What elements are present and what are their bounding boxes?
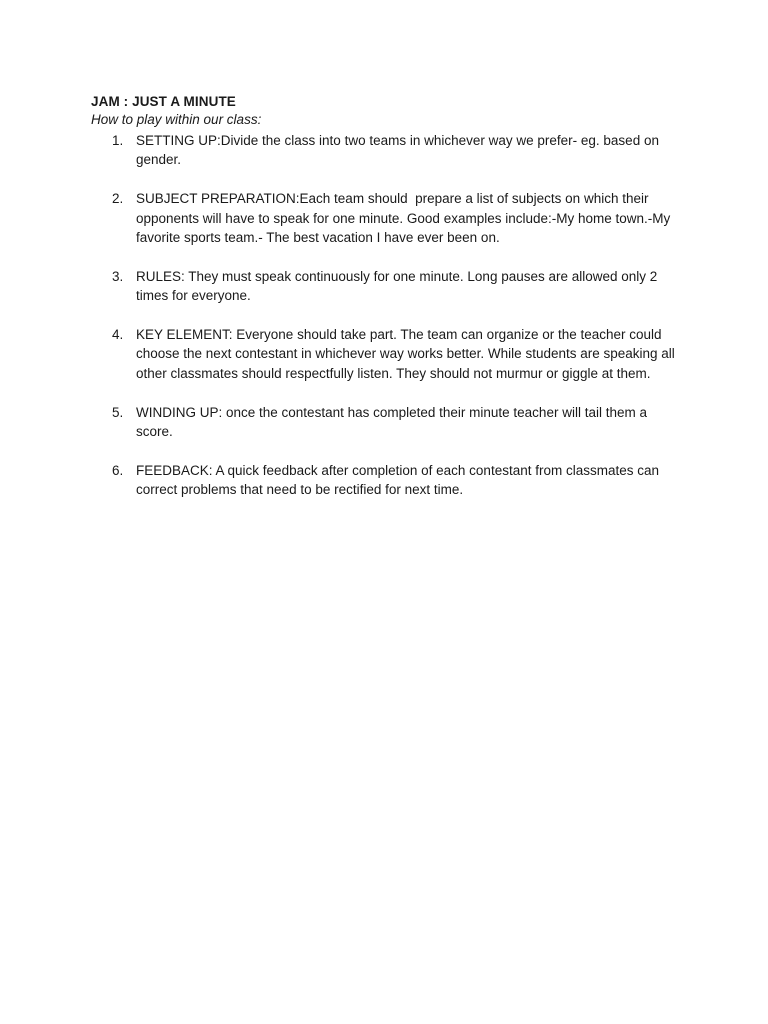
list-item-number: 6. xyxy=(112,462,124,478)
rules-list xyxy=(91,131,681,500)
list-item-number: 2. xyxy=(112,191,124,207)
list-item-number: 4. xyxy=(112,327,124,343)
list-item-text: FEEDBACK: A quick feedback after completion of each contestant from classmates can correct problems that need to be rectified for next time. xyxy=(136,462,663,498)
list-item-text: KEY ELEMENT: Everyone should take part. The team can organize or the teacher could choose the next contestant in whichever way works better. While students are speaking all other classmates should respectfully listen. They should not murmur or giggle at them. xyxy=(136,327,683,381)
document-title: JAM : JUST A MINUTE xyxy=(91,94,236,109)
list-item-text: WINDING UP: once the contestant has completed their minute teacher will tail them a score. xyxy=(136,404,651,440)
list-item-text: SUBJECT PREPARATION:Each team should prepare a list of subjects on which their opponents will have to speak for one minute. Good examples include:-My home town.-My favorite sports team.- The best vacation I have ever been on. xyxy=(136,191,675,246)
list-item xyxy=(91,267,681,306)
list-item-text: RULES: They must speak continuously for one minute. Long pauses are allowed only 2 times for everyone. xyxy=(136,268,662,304)
list-item xyxy=(91,325,681,383)
list-item-number: 5. xyxy=(112,404,124,420)
list-item xyxy=(91,189,681,247)
document-content xyxy=(91,93,681,519)
list-item xyxy=(91,131,681,170)
list-item xyxy=(91,461,681,500)
list-item xyxy=(91,403,681,442)
list-item-number: 1. xyxy=(112,133,124,148)
document-subtitle: How to play within our class: xyxy=(91,112,262,127)
list-item-text: SETTING UP:Divide the class into two teams in whichever way we prefer- eg. based on gender. xyxy=(136,133,663,168)
list-item-number: 3. xyxy=(112,268,124,284)
